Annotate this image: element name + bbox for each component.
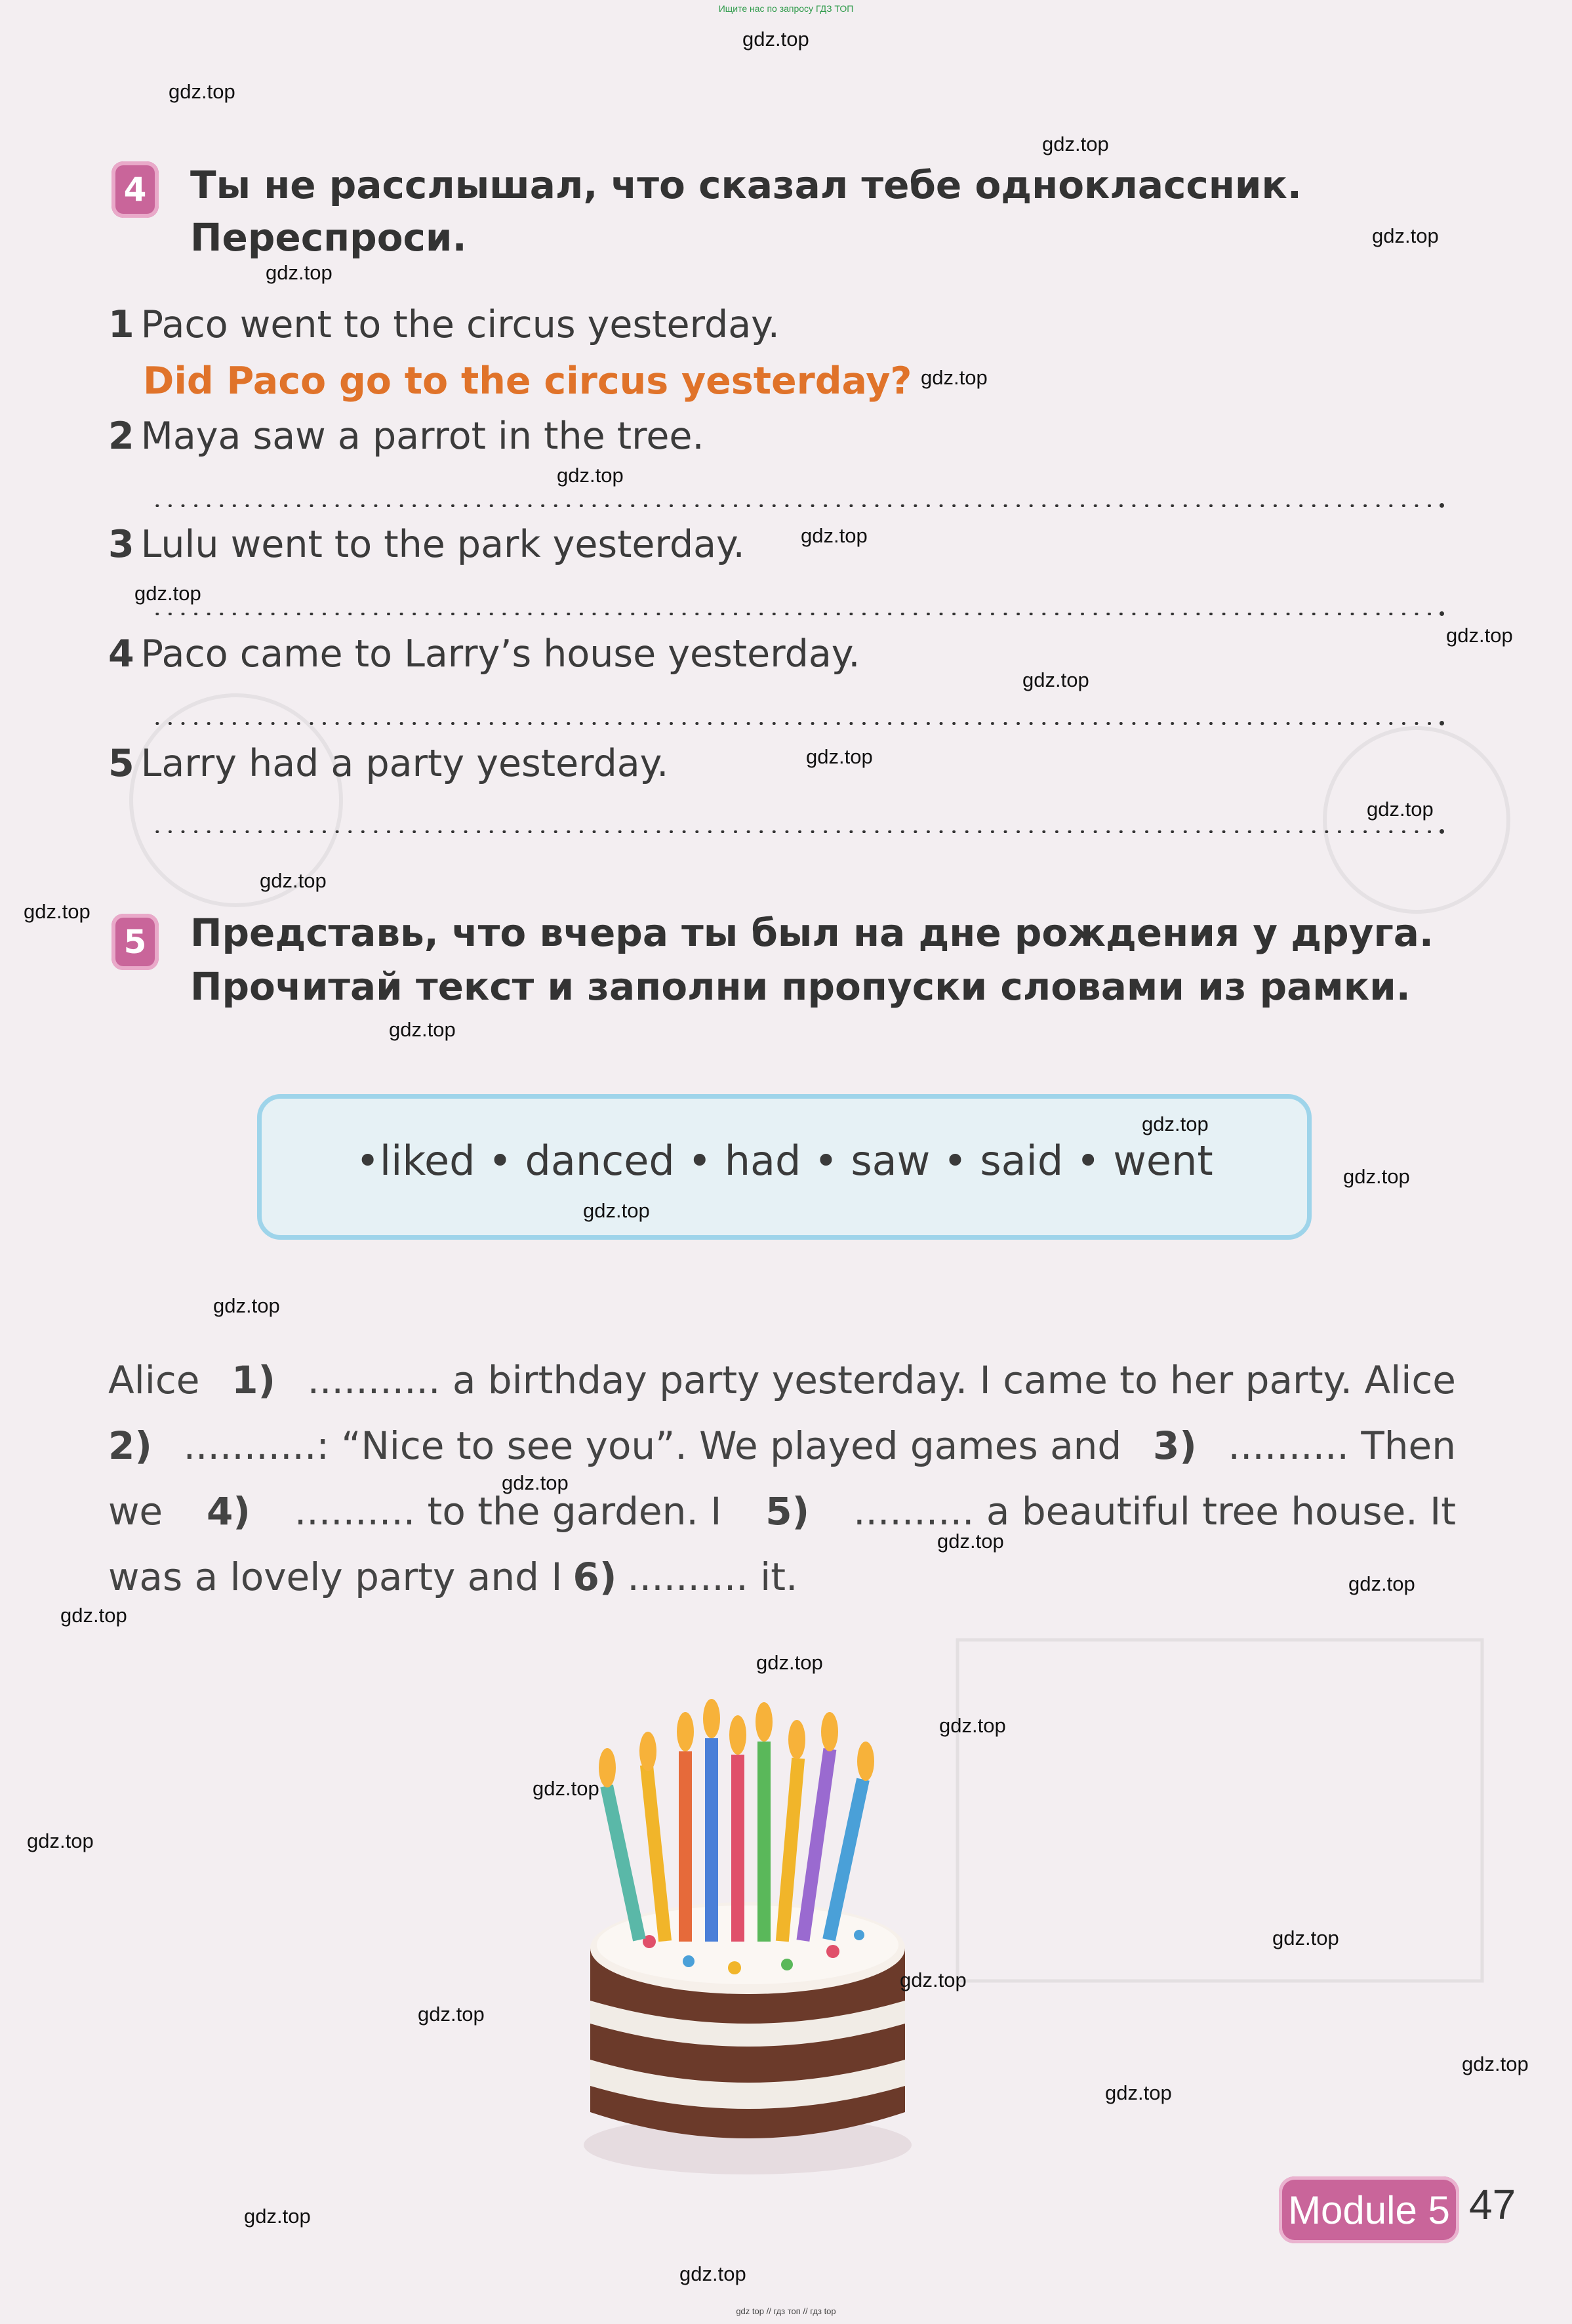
text[interactable]: .......... Then: [1228, 1423, 1456, 1468]
item-text: Paco came to Larry’s house yesterday.: [140, 632, 860, 676]
task-4-sample-answer: Did Paco go to the circus yesterday?: [143, 359, 912, 403]
watermark: gdz.top: [1142, 1112, 1209, 1135]
watermark: gdz.top: [1022, 668, 1089, 691]
gap-number-5: 5): [765, 1489, 810, 1534]
module-label: Module 5: [1279, 2176, 1459, 2243]
task-4-badge: 4: [111, 161, 159, 218]
answer-line-end: [1440, 503, 1444, 508]
gap-number-3: 3): [1152, 1423, 1197, 1468]
watermark: gdz.top: [266, 261, 333, 284]
watermark: gdz.top: [533, 1777, 599, 1800]
word-box-words: •liked • danced • had • saw • said • went: [355, 1137, 1213, 1185]
bottom-note: gdz top // гдз топ // гдз top: [736, 2306, 836, 2316]
answer-line-3[interactable]: [151, 613, 1443, 615]
watermark: gdz.top: [742, 28, 809, 51]
watermark: gdz.top: [1462, 2052, 1529, 2075]
watermark: gdz.top: [756, 1651, 823, 1674]
watermark: gdz.top: [134, 582, 201, 605]
item-number: 3: [108, 523, 134, 566]
text[interactable]: ...........: “Nice to see you”. We played games and: [183, 1423, 1122, 1468]
watermark: gdz.top: [806, 745, 873, 768]
item-number: 1: [108, 303, 134, 346]
watermark: gdz.top: [389, 1018, 456, 1041]
watermark: gdz.top: [1272, 1926, 1339, 1949]
watermark: gdz.top: [1372, 224, 1439, 247]
task-4-item-3: [108, 523, 745, 566]
answer-line-end: [1440, 829, 1444, 834]
watermark: gdz.top: [27, 1829, 94, 1852]
item-text: Maya saw a parrot in the tree.: [140, 415, 704, 458]
answer-line-4[interactable]: [151, 722, 1443, 725]
item-text: Paco went to the circus yesterday.: [140, 303, 780, 346]
text[interactable]: .......... a beautiful tree house. It: [853, 1489, 1456, 1534]
watermark: gdz.top: [213, 1294, 280, 1317]
gap-number-6: 6): [573, 1555, 617, 1599]
item-number: 2: [108, 415, 134, 458]
watermark: gdz.top: [1105, 2081, 1172, 2104]
watermark: gdz.top: [418, 2003, 485, 2026]
watermark: gdz.top: [1343, 1165, 1410, 1188]
paragraph-line-4: [108, 1544, 1456, 1610]
watermark: gdz.top: [244, 2205, 311, 2228]
watermark: gdz.top: [260, 869, 327, 892]
task-4-item-5: [108, 742, 668, 785]
watermark: gdz.top: [557, 464, 624, 487]
answer-line-5[interactable]: [151, 830, 1443, 833]
task-5-title-line2: Прочитай текст и заполни пропуски словами из рамки.: [190, 964, 1411, 1009]
task-4-title-line2: Переспроси.: [190, 215, 467, 260]
gap-fill-paragraph: [108, 1347, 1456, 1610]
watermark: gdz.top: [1367, 798, 1434, 821]
task-4-item-1: [108, 303, 780, 346]
text[interactable]: .......... it.: [627, 1555, 798, 1599]
watermark: gdz.top: [1348, 1572, 1415, 1595]
task-4-item-4: [108, 632, 860, 676]
watermark: gdz.top: [801, 524, 868, 547]
paragraph-line-3: [108, 1478, 1456, 1544]
task-5-badge: 5: [111, 914, 159, 970]
watermark: gdz.top: [921, 366, 988, 389]
item-text: Lulu went to the park yesterday.: [140, 523, 745, 566]
answer-line-2[interactable]: [151, 504, 1443, 507]
item-number: 4: [108, 632, 134, 676]
paragraph-line-2: [108, 1413, 1456, 1478]
text: Alice: [108, 1358, 200, 1402]
watermark: gdz.top: [1446, 624, 1513, 647]
watermark: gdz.top: [169, 80, 235, 103]
watermark: gdz.top: [502, 1471, 569, 1494]
watermark: gdz.top: [24, 900, 91, 923]
watermark: gdz.top: [679, 2262, 746, 2285]
page-number: 47: [1469, 2181, 1516, 2228]
gap-number-2: 2): [108, 1423, 152, 1468]
top-note: Ищите нас по запросу ГДЗ ТОП: [718, 3, 854, 14]
item-text: Larry had a party yesterday.: [140, 742, 669, 785]
watermark: gdz.top: [1042, 133, 1109, 155]
gap-number-4: 4): [207, 1489, 251, 1534]
text[interactable]: ........... a birthday party yesterday. I came to her party. Alice: [307, 1358, 1456, 1402]
task-4-title-line1: Ты не расслышал, что сказал тебе одноклассник.: [190, 163, 1302, 207]
birthday-cake-illustration: [564, 1692, 931, 2191]
text: we: [108, 1489, 163, 1534]
paragraph-line-1: [108, 1347, 1456, 1413]
watermark: gdz.top: [583, 1199, 650, 1222]
watermark: gdz.top: [900, 1968, 967, 1991]
gap-number-1: 1): [232, 1358, 275, 1402]
item-number: 5: [108, 742, 134, 785]
text: was a lovely party and I: [108, 1555, 563, 1599]
watermark: gdz.top: [937, 1530, 1004, 1553]
task-5-title-line1: Представь, что вчера ты был на дне рождения у друга.: [190, 910, 1434, 955]
watermark: gdz.top: [60, 1604, 127, 1627]
task-4-item-2: [108, 415, 704, 458]
watermark: gdz.top: [939, 1714, 1006, 1737]
answer-line-end: [1440, 611, 1444, 616]
text[interactable]: .......... to the garden. I: [294, 1489, 722, 1534]
answer-line-end: [1440, 721, 1444, 725]
